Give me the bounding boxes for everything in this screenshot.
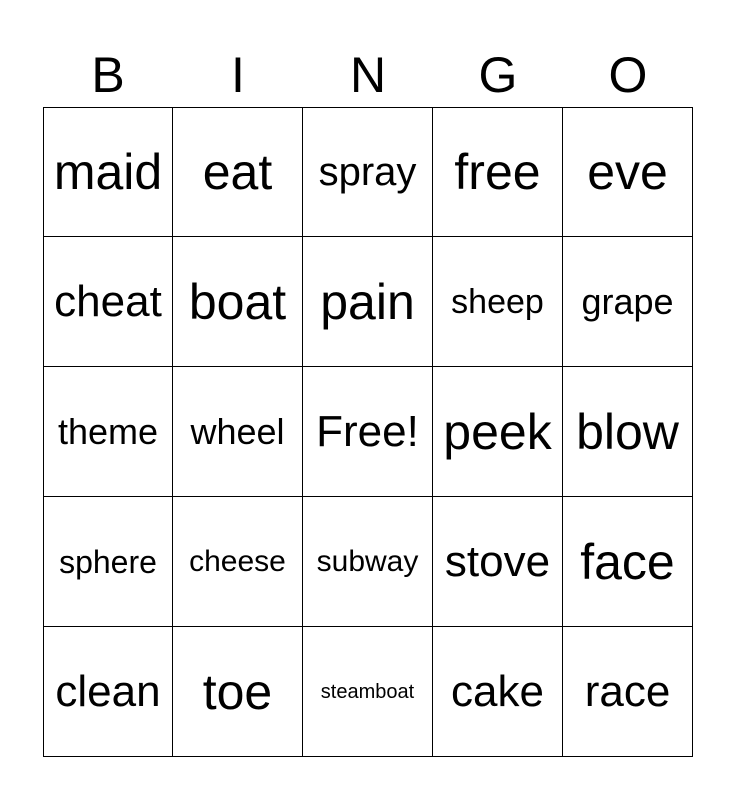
bingo-cell[interactable]: steamboat	[303, 627, 433, 757]
bingo-board	[43, 107, 693, 757]
bingo-cell[interactable]: peek	[433, 367, 563, 497]
bingo-cell[interactable]: race	[563, 627, 693, 757]
bingo-cell[interactable]: grape	[563, 237, 693, 367]
bingo-cell[interactable]: blow	[563, 367, 693, 497]
header-letter-g: G	[478, 47, 518, 103]
bingo-cell[interactable]: cheat	[43, 237, 173, 367]
bingo-cell[interactable]: wheel	[173, 367, 303, 497]
bingo-free-cell[interactable]: Free!	[303, 367, 433, 497]
bingo-cell[interactable]: cake	[433, 627, 563, 757]
bingo-header	[43, 42, 693, 108]
bingo-cell[interactable]: face	[563, 497, 693, 627]
bingo-cell[interactable]: toe	[173, 627, 303, 757]
bingo-cell[interactable]: spray	[303, 107, 433, 237]
header-letter-o: O	[608, 47, 648, 103]
header-letter-b: B	[91, 47, 125, 103]
bingo-cell[interactable]: stove	[433, 497, 563, 627]
bingo-cell[interactable]: subway	[303, 497, 433, 627]
bingo-cell[interactable]: free	[433, 107, 563, 237]
bingo-cell[interactable]: boat	[173, 237, 303, 367]
bingo-cell[interactable]: maid	[43, 107, 173, 237]
bingo-cell[interactable]: eve	[563, 107, 693, 237]
bingo-cell[interactable]: cheese	[173, 497, 303, 627]
bingo-cell[interactable]: theme	[43, 367, 173, 497]
header-letter-i: I	[231, 47, 245, 103]
bingo-cell[interactable]: eat	[173, 107, 303, 237]
bingo-cell[interactable]: clean	[43, 627, 173, 757]
bingo-cell[interactable]: sphere	[43, 497, 173, 627]
header-letter-n: N	[349, 47, 387, 103]
bingo-cell[interactable]: pain	[303, 237, 433, 367]
bingo-cell[interactable]: sheep	[433, 237, 563, 367]
